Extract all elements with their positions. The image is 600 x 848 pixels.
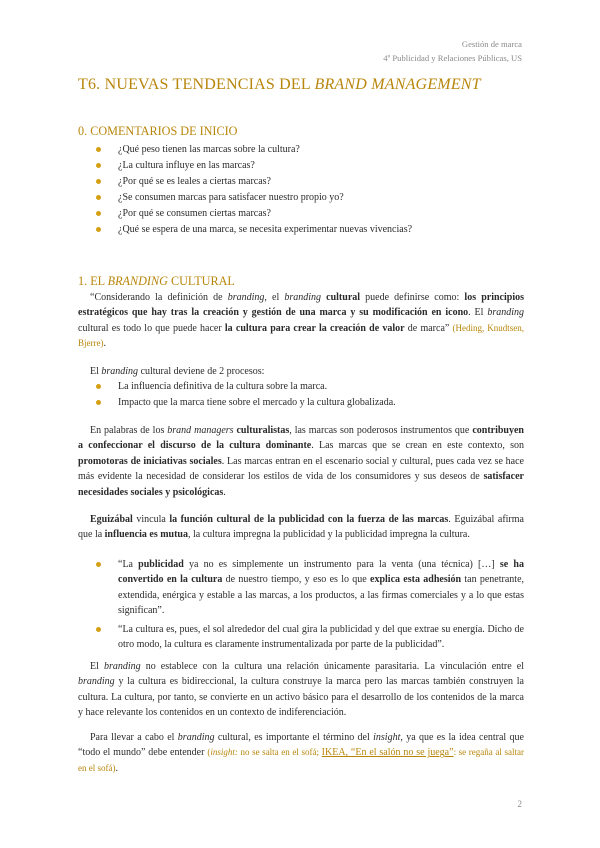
title-prefix: T6. NUEVAS TENDENCIAS DEL xyxy=(78,76,315,93)
header-course: Gestión de marca xyxy=(461,39,522,49)
paragraph-eguizabal: Eguizábal vincula la función cultural de la publicidad con la fuerza de las marcas. Eguizábal afirma que la influencia es mutua, la cultura impregna la publicidad y la publicidad impregna la cultura. xyxy=(78,514,524,541)
quote-item: “La cultura es, pues, el sol alrededor del cual gira la publicidad y del que extrae su energía. Dicho de otro modo, la cultura es claramente instrumentalizada por parte de la publicidad”. xyxy=(96,622,524,653)
page-number: 2 xyxy=(517,799,522,809)
list-item: ¿Se consumen marcas para satisfacer nuestro propio yo? xyxy=(96,190,412,206)
bullet-icon xyxy=(96,227,101,232)
list-item: ¿La cultura influye en las marcas? xyxy=(96,158,412,174)
citation: (Heding, Knudtsen, Bjerre) xyxy=(78,322,525,349)
section-1-heading: 1. EL BRANDING CULTURAL xyxy=(78,274,235,288)
bullet-icon xyxy=(96,211,101,216)
quotes-list xyxy=(96,557,524,655)
paragraph-processes-intro: El branding cultural deviene de 2 procesos: xyxy=(90,366,265,377)
bullet-icon xyxy=(96,147,101,152)
paragraph-bidirectional: El branding no establece con la cultura una relación únicamente parasitaria. La vinculación entre el branding y la cultura es bidireccional, la cultura construye la marca pero las marcas también construyen la cultura. La cultura, por tanto, se convierte en un activo básico para el desarrollo de los contenidos de la marca y hace relevante los contenidos en un contexto de indiferenciación. xyxy=(78,661,524,719)
bullet-icon xyxy=(96,163,101,168)
bullet-icon xyxy=(96,400,101,405)
list-item: ¿Qué se espera de una marca, se necesita experimentar nuevas vivencias? xyxy=(96,222,412,238)
list-item: ¿Qué peso tienen las marcas sobre la cultura? xyxy=(96,142,412,158)
bullet-icon xyxy=(96,179,101,184)
paragraph-definition: “Considerando la definición de branding, el branding cultural puede definirse como: los principios estratégicos que hay tras la creación y gestión de una marca y su modificación en icono. El branding cultural es todo lo que puede hacer la cultura para crear la creación de valor de marca” (Heding, Knudtsen, Bjerre). xyxy=(78,292,525,350)
page-title xyxy=(78,76,538,94)
title-emphasis: BRAND MANAGEMENT xyxy=(314,76,481,93)
bullet-icon xyxy=(96,195,101,200)
paragraph-brand-managers: En palabras de los brand managers culturalistas, las marcas son poderosos instrumentos que contribuyen a confeccionar el discurso de la cultura dominante. Las marcas que se crean en este contexto, son promotoras de iniciativas sociales. Las marcas entran en el escenario social y cultural, pues cada vez se hace más evidente la necesidad de considerar los estilos de vida de los consumidores y sus deseos de satisfacer necesidades sociales y psicológicas. xyxy=(78,425,524,498)
header-degree: 4º Publicidad y Relaciones Públicas, US xyxy=(383,53,522,63)
list-item: La influencia definitiva de la cultura sobre la marca. xyxy=(96,379,396,395)
list-item: Impacto que la marca tiene sobre el mercado y la cultura globalizada. xyxy=(96,395,396,411)
section-0-questions xyxy=(96,142,412,238)
bullet-icon xyxy=(96,562,101,567)
quote-item: “La publicidad ya no es simplemente un instrumento para la venta (una técnica) […] se ha convertido en la cultura de nuestro tiempo, y eso es lo que explica esta adhesión tan penetrante, extendida, enérgica y estable a las marcas, a los productos, a las firmas comerciales y a lo que estas significan”. xyxy=(96,557,524,619)
section-0-heading: 0. COMENTARIOS DE INICIO xyxy=(78,124,238,138)
list-item: ¿Por qué se consumen ciertas marcas? xyxy=(96,206,412,222)
processes-list xyxy=(96,379,396,411)
ikea-link[interactable]: IKEA, “En el salón no se juega” xyxy=(321,747,454,759)
list-item: ¿Por qué se es leales a ciertas marcas? xyxy=(96,174,412,190)
bullet-icon xyxy=(96,627,101,632)
bullet-icon xyxy=(96,384,101,389)
paragraph-insight: Para llevar a cabo el branding cultural, es importante el término del insight, ya que es la idea central que “todo el mundo” debe entender (insight: no se salta en el sofá; IKEA, “En el salón no se juega”: se regaña al saltar en el sofá). xyxy=(78,732,525,774)
page-header xyxy=(383,37,522,65)
